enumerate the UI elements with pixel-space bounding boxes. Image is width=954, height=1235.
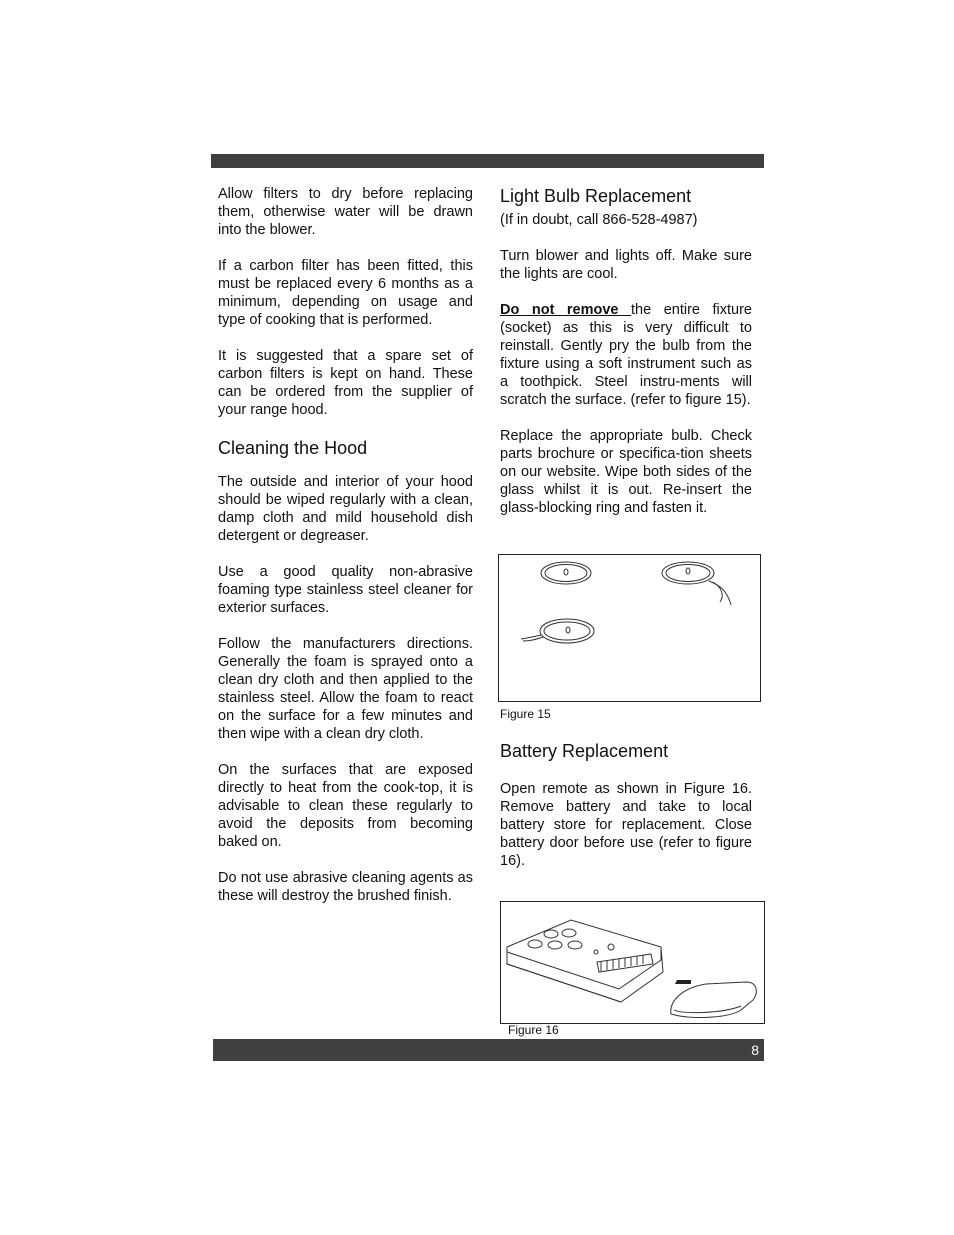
section-title-light-bulb: Light Bulb Replacement	[500, 186, 692, 206]
figure-15-caption: Figure 15	[500, 707, 551, 721]
paragraph: Allow filters to dry before replacing them, otherwise water will be drawn into the blower.	[218, 186, 473, 238]
warning-text: Do not remove	[500, 302, 632, 318]
paragraph	[500, 301, 752, 409]
paragraph: Follow the manufacturers directions. Generally the foam is sprayed onto a clean dry cloth and then applied to the stainless steel. Allow the foam to react on the surface for a few minutes and then wipe with a clean dry cloth.	[218, 636, 473, 742]
page-number: 8	[751, 1042, 759, 1058]
paragraph: Replace the appropriate bulb. Check parts brochure or specifica-tion sheets on our website. Wipe both sides of the glass whilst it is out. Re-insert the glass-blocking ring and fasten it.	[500, 428, 752, 516]
header-bar	[211, 154, 764, 168]
section-title-cleaning: Cleaning the Hood	[218, 438, 368, 458]
paragraph: On the surfaces that are exposed directly to heat from the cook-top, it is advisable to clean these regularly to avoid the deposits from becoming baked on.	[218, 762, 473, 850]
phone-note: (If in doubt, call 866-528-4987)	[500, 212, 698, 228]
footer-bar	[213, 1039, 764, 1061]
paragraph: Open remote as shown in Figure 16. Remove battery and take to local battery store for replacement. Close battery door before use (refer to figure 16).	[500, 781, 752, 869]
paragraph-text: the entire fixture (socket) as this is very difficult to reinstall. Gently pry the bulb from the fixture using a soft instrument such as a toothpick. Steel instru-ments will scratch the surface. (refer to figure 15).	[500, 302, 752, 408]
right-column	[500, 185, 752, 535]
paragraph: Do not use abrasive cleaning agents as these will destroy the brushed finish.	[218, 870, 473, 904]
figure-16-caption: Figure 16	[508, 1023, 559, 1037]
left-column	[218, 185, 473, 923]
paragraph: If a carbon filter has been fitted, this must be replaced every 6 months as a minimum, depending on usage and type of cooking that is performed.	[218, 258, 473, 328]
paragraph: Turn blower and lights off. Make sure the lights are cool.	[500, 248, 752, 282]
remote-control-drawing	[501, 902, 764, 1023]
figure-16-illustration	[500, 901, 765, 1024]
bulb-fixture-drawing	[499, 555, 760, 701]
section-title-battery: Battery Replacement	[500, 741, 669, 761]
paragraph: The outside and interior of your hood should be wiped regularly with a clean, damp cloth and mild household dish detergent or degreaser.	[218, 474, 473, 544]
paragraph: Use a good quality non-abrasive foaming type stainless steel cleaner for exterior surfaces.	[218, 564, 473, 616]
figure-15-illustration	[498, 554, 761, 702]
paragraph: It is suggested that a spare set of carbon filters is kept on hand. These can be ordered from the supplier of your range hood.	[218, 348, 473, 418]
